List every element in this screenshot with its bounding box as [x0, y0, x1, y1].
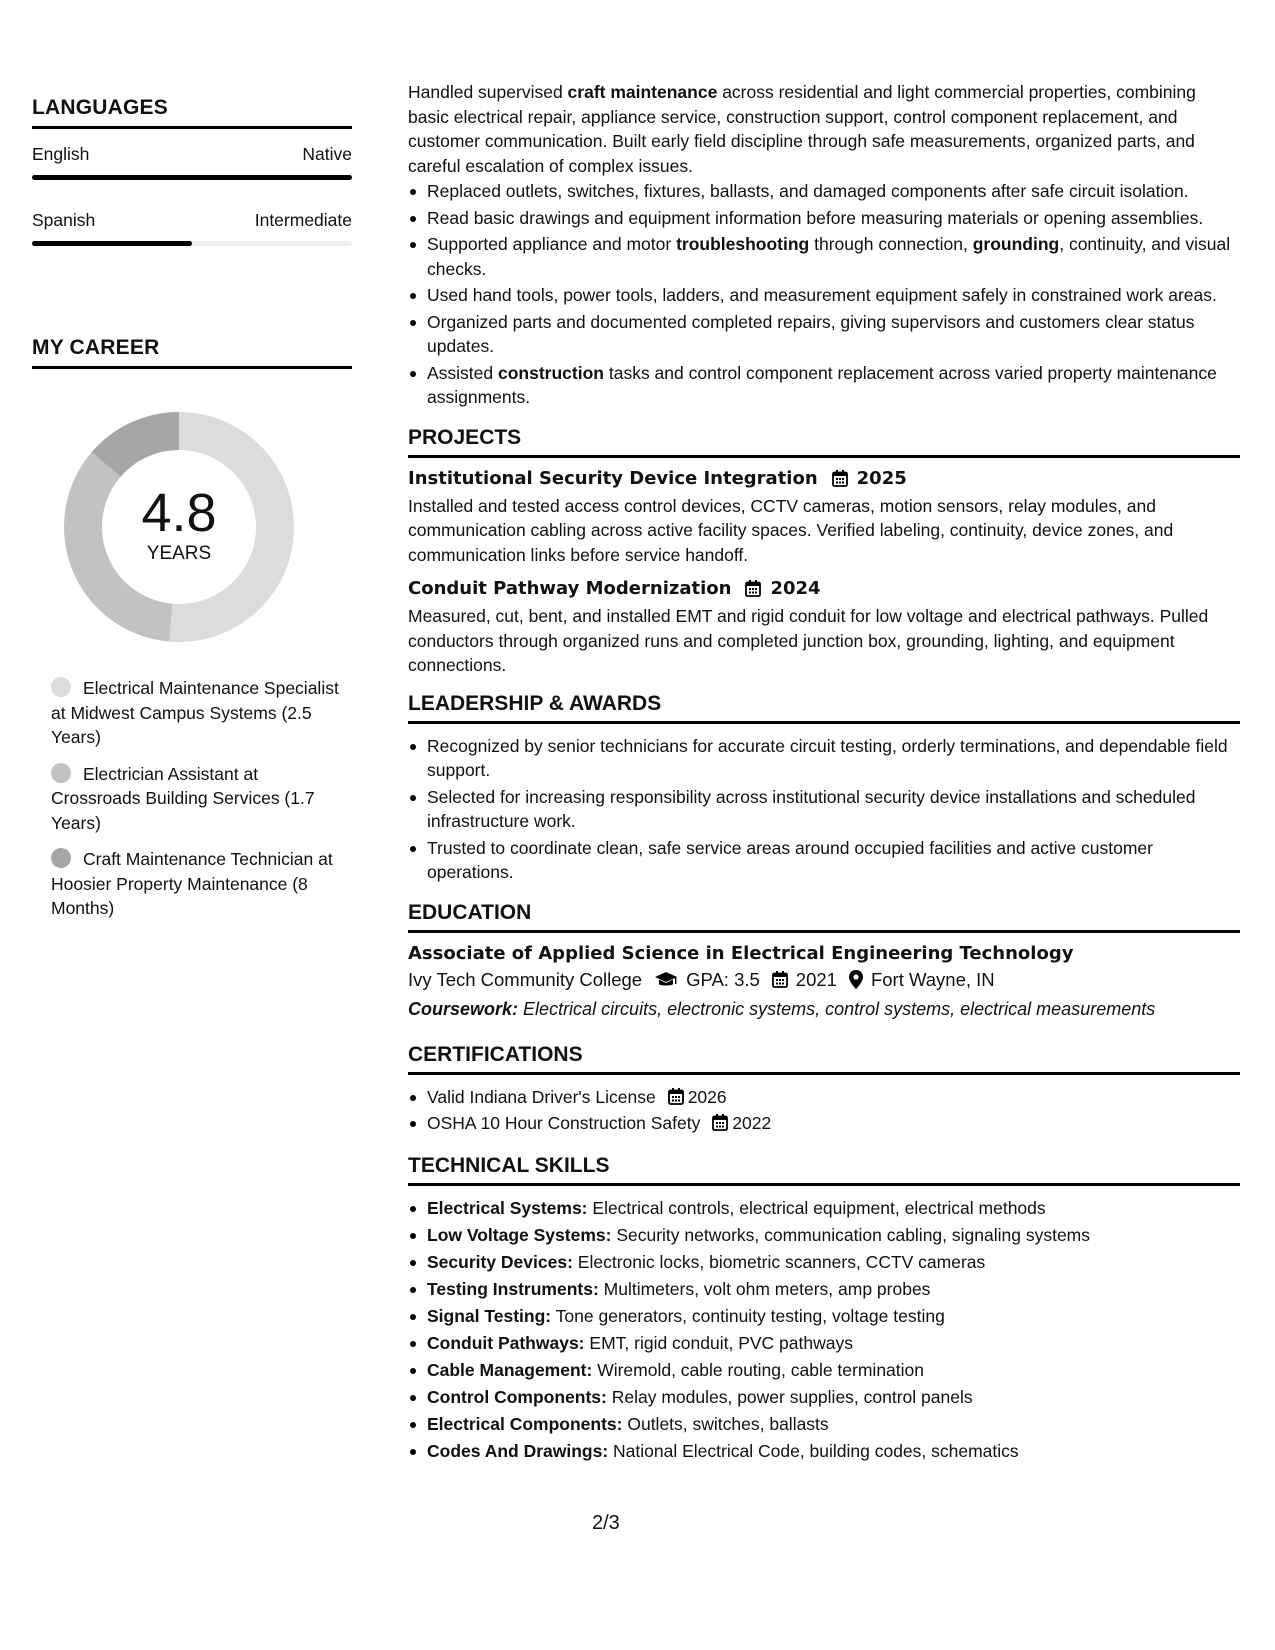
career-heading: MY CAREER — [32, 336, 352, 369]
experience-summary: Handled supervised craft maintenance across residential and light commercial properties, combining basic electrical repair, appliance service, construction support, control component replacement, and customer communication. Built early field discipline through safe measurements, organized parts, and careful escalation of complex issues. — [408, 82, 1196, 176]
skill-item — [408, 1250, 1240, 1275]
project-year: 2025 — [856, 467, 907, 489]
skill-item — [408, 1304, 1240, 1329]
legend-label: Craft Maintenance Technician at Hoosier Property Maintenance (8 Months) — [51, 849, 333, 918]
skill-item — [408, 1358, 1240, 1383]
skill-item — [408, 1331, 1240, 1356]
calendar-icon — [745, 580, 761, 597]
page-number: 2/3 — [592, 1512, 620, 1534]
experience-bullet: Assisted construction tasks and control component replacement across varied property maintenance assignments. — [408, 361, 1240, 410]
education-details — [408, 969, 1240, 991]
legend-label: Electrical Maintenance Specialist at Midwest Campus Systems (2.5 Years) — [51, 678, 339, 747]
education-heading: EDUCATION — [408, 901, 1240, 933]
legend-item — [51, 847, 341, 921]
skill-value: Outlets, switches, ballasts — [627, 1413, 829, 1434]
experience-bullet: Supported appliance and motor troubleshooting through connection, grounding, continuity, and visual checks. — [408, 232, 1240, 281]
skill-label: Signal Testing: — [427, 1305, 552, 1326]
certifications-heading: CERTIFICATIONS — [408, 1043, 1240, 1075]
skill-value: Multimeters, volt ohm meters, amp probes — [603, 1278, 931, 1299]
project-year: 2024 — [770, 578, 821, 599]
certification-name: OSHA 10 Hour Construction Safety — [427, 1113, 701, 1133]
leadership-bullet: Selected for increasing responsibility across institutional security device installations and scheduled infrastructure work. — [408, 785, 1240, 834]
skill-item — [408, 1277, 1240, 1302]
certification-name: Valid Indiana Driver's License — [427, 1086, 656, 1107]
skill-value: Wiremold, cable routing, cable termination — [597, 1359, 925, 1380]
leadership-bullets — [408, 734, 1240, 885]
experience-bullet: Organized parts and documented completed repairs, giving supervisors and customers clear status updates. — [408, 310, 1240, 359]
project-item — [408, 468, 1240, 568]
skills-heading: TECHNICAL SKILLS — [408, 1154, 1240, 1186]
education-degree: Associate of Applied Science in Electrical Engineering Technology — [408, 942, 1074, 964]
project-title-row — [408, 468, 1240, 489]
skill-label: Security Devices: — [427, 1251, 573, 1272]
career-legend — [51, 676, 341, 933]
project-title-row — [408, 578, 1240, 599]
certification-year: 2026 — [687, 1086, 727, 1107]
legend-item — [51, 676, 341, 750]
certification-year: 2022 — [732, 1113, 772, 1133]
experience-bullet: Replaced outlets, switches, fixtures, ballasts, and damaged components after safe circuit isolation. — [408, 179, 1240, 204]
education-location: Fort Wayne, IN — [870, 968, 995, 990]
location-pin-icon — [849, 970, 863, 989]
language-bar-fill — [32, 241, 192, 246]
skill-label: Conduit Pathways: — [427, 1332, 585, 1353]
skill-item — [408, 1385, 1240, 1410]
language-row-english — [32, 144, 352, 165]
language-level: Native — [302, 144, 352, 164]
skill-label: Electrical Systems: — [427, 1197, 588, 1218]
career-total-value: 4.8 — [141, 483, 217, 543]
skill-label: Testing Instruments: — [427, 1278, 599, 1299]
leadership-heading: LEADERSHIP & AWARDS — [408, 692, 1240, 724]
skill-value: National Electrical Code, building codes, schematics — [613, 1440, 1019, 1461]
skill-value: Electrical controls, electrical equipment, electrical methods — [592, 1197, 1046, 1218]
skill-value: Security networks, communication cabling, signaling systems — [616, 1224, 1090, 1245]
graduation-cap-icon — [654, 971, 678, 988]
certifications-list — [408, 1085, 1240, 1136]
skill-item — [408, 1439, 1240, 1464]
education-school: Ivy Tech Community College — [408, 968, 643, 990]
career-total — [64, 412, 294, 642]
skill-item — [408, 1412, 1240, 1437]
project-description: Installed and tested access control devices, CCTV cameras, motion sensors, relay modules, and communication cabling across active facility spaces. Verified labeling, continuity, device zones, and communication links before service handoff. — [408, 495, 1174, 565]
skill-label: Electrical Components: — [427, 1413, 623, 1434]
language-row-spanish — [32, 210, 352, 231]
skill-value: EMT, rigid conduit, PVC pathways — [589, 1332, 853, 1353]
skill-label: Control Components: — [427, 1386, 607, 1407]
certification-item — [408, 1085, 1240, 1110]
language-bar-english — [32, 175, 352, 180]
experience-bullets — [408, 179, 1240, 410]
language-bar-fill — [32, 175, 352, 180]
certification-item — [408, 1111, 1240, 1136]
project-item — [408, 578, 1240, 678]
education-coursework: Coursework: Electrical circuits, electronic systems, control systems, electrical measurements — [408, 998, 1156, 1019]
main-content — [408, 80, 1240, 1466]
language-bar-spanish — [32, 241, 352, 246]
leadership-bullet: Recognized by senior technicians for accurate circuit testing, orderly terminations, and dependable field support. — [408, 734, 1240, 783]
skills-list — [408, 1196, 1240, 1464]
experience-bullet: Used hand tools, power tools, ladders, and measurement equipment safely in constrained work areas. — [408, 283, 1240, 308]
calendar-icon — [832, 470, 848, 487]
legend-item — [51, 762, 341, 836]
skill-value: Relay modules, power supplies, control panels — [611, 1386, 973, 1407]
legend-label: Electrician Assistant at Crossroads Building Services (1.7 Years) — [51, 763, 315, 833]
education-year: 2021 — [795, 968, 837, 990]
project-description: Measured, cut, bent, and installed EMT and rigid conduit for low voltage and electrical pathways. Pulled conductors through organized runs and completed junction box, grounding, lighting, and equipment connections. — [408, 606, 1209, 675]
project-title: Conduit Pathway Modernization — [408, 578, 732, 599]
skill-value: Electronic locks, biometric scanners, CCTV cameras — [577, 1251, 986, 1272]
project-title: Institutional Security Device Integration — [408, 467, 818, 489]
skill-label: Cable Management: — [427, 1359, 593, 1380]
skill-item — [408, 1223, 1240, 1248]
skill-item — [408, 1196, 1240, 1221]
legend-dot — [51, 763, 71, 783]
skill-value: Tone generators, continuity testing, voltage testing — [555, 1305, 945, 1326]
projects-heading: PROJECTS — [408, 426, 1240, 458]
legend-dot — [51, 677, 71, 697]
calendar-icon — [668, 1088, 684, 1105]
calendar-icon — [772, 971, 788, 988]
education-gpa: GPA: 3.5 — [686, 968, 760, 990]
legend-dot — [51, 848, 71, 868]
languages-heading: LANGUAGES — [32, 96, 352, 129]
career-total-unit: YEARS — [146, 543, 212, 564]
calendar-icon — [712, 1114, 728, 1131]
language-name: Spanish — [32, 210, 96, 230]
leadership-bullet: Trusted to coordinate clean, safe service areas around occupied facilities and active customer operations. — [408, 836, 1240, 885]
experience-bullet: Read basic drawings and equipment information before measuring materials or opening assemblies. — [408, 206, 1240, 231]
language-level: Intermediate — [254, 210, 352, 230]
skill-label: Low Voltage Systems: — [427, 1224, 612, 1245]
skill-label: Codes And Drawings: — [427, 1440, 609, 1461]
language-name: English — [32, 144, 90, 164]
